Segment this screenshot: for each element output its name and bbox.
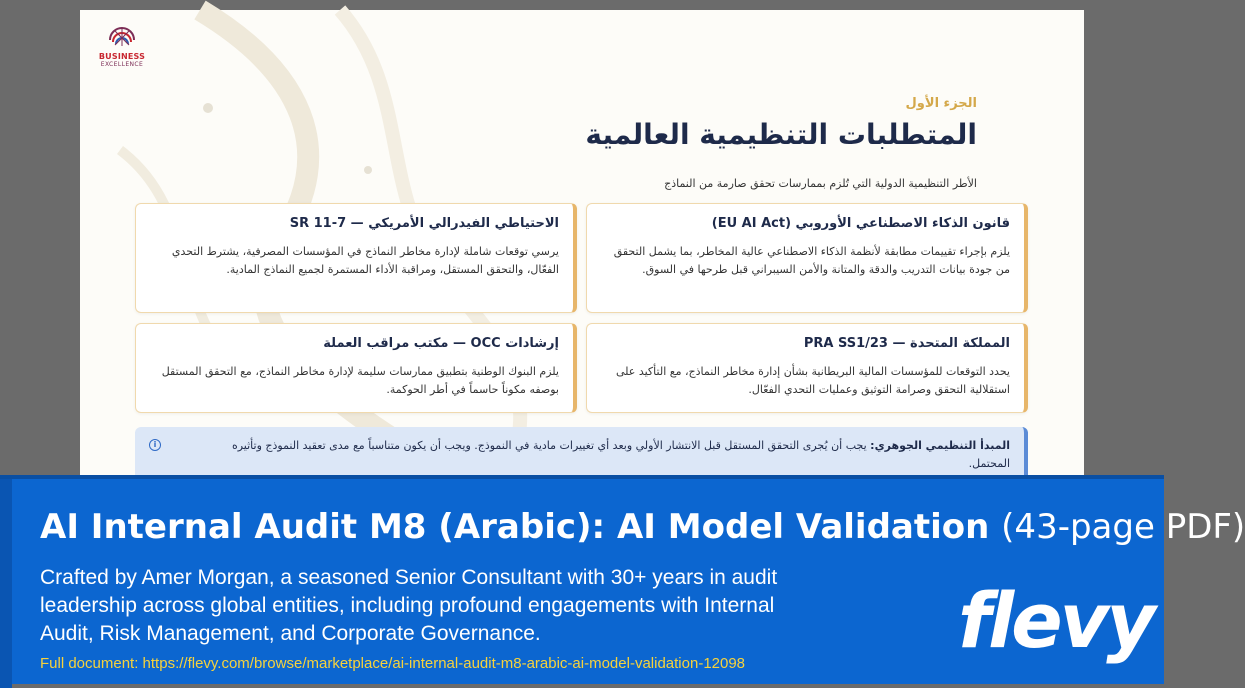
regulation-card-occ	[135, 323, 577, 413]
logo-line2: EXCELLENCE	[100, 61, 144, 68]
flevy-logo: flevy	[958, 576, 1153, 665]
globe-icon	[107, 26, 137, 52]
business-excellence-logo	[94, 26, 150, 68]
card-title: قانون الذكاء الاصطناعي الأوروبي (EU AI Act)	[711, 216, 1010, 231]
principle-label: المبدأ التنظيمي الجوهري:	[870, 439, 1010, 452]
principle-text: يجب أن يُجرى التحقق المستقل قبل الانتشار الأولي وبعد أي تغييرات مادية في النموذج. ويجب أن يكون متناسباً مع مدى تعقيد النموذج وتأثيره المحتمل.	[231, 439, 1010, 470]
document-title	[40, 507, 1245, 547]
info-icon: i	[149, 439, 161, 451]
card-body: يرسي توقعات شاملة لإدارة مخاطر النماذج في المؤسسات المصرفية، يشترط التحدي الفعّال، والتحقق المستقل، ومراقبة الأداء المستمرة لجميع النماذج المادية.	[171, 245, 559, 276]
logo-line1: BUSINESS	[98, 52, 146, 61]
promo-banner	[0, 475, 1245, 684]
banner-edge-stripe	[0, 479, 12, 688]
card-body: يلزم بإجراء تقييمات مطابقة لأنظمة الذكاء الاصطناعي عالية المخاطر، بما يشمل التحقق من جودة بيانات التدريب والدقة والمتانة والأمن السيبراني قبل طرحها في السوق.	[613, 245, 1010, 276]
document-description: Crafted by Amer Morgan, a seasoned Senior Consultant with 30+ years in audit leadership across global entities, including profound engagements with Internal Audit, Risk Management, and Corporate Governance.	[40, 566, 778, 645]
card-body: يحدد التوقعات للمؤسسات المالية البريطانية بشأن إدارة مخاطر النماذج، مع التأكيد على استقلالية التحقق وصرامة التوثيق وعمليات التحدي الفعّال.	[615, 365, 1010, 396]
page-subtitle: الأطر التنظيمية الدولية التي تُلزم بممارسات تحقق صارمة من النماذج	[664, 177, 977, 190]
document-title-text: AI Internal Audit M8 (Arabic): AI Model Validation	[40, 507, 990, 547]
card-title: المملكة المتحدة — PRA SS1/23	[803, 336, 1010, 351]
card-title: الاحتياطي الفيدرالي الأمريكي — SR 11-7	[289, 216, 559, 231]
document-link[interactable]: Full document: https://flevy.com/browse/marketplace/ai-internal-audit-m8-arabic-ai-model-validation-12098	[40, 655, 746, 672]
page-title: المتطلبات التنظيمية العالمية	[585, 118, 977, 151]
regulation-card-eu-ai-act	[586, 203, 1028, 313]
part-label: الجزء الأول	[905, 96, 977, 111]
regulation-card-sr-11-7	[135, 203, 577, 313]
page-count: (43-page PDF)	[1001, 507, 1245, 547]
regulation-card-pra-ss1-23	[586, 323, 1028, 413]
document-slide	[80, 10, 1084, 480]
card-body: يلزم البنوك الوطنية بتطبيق ممارسات سليمة لإدارة مخاطر النماذج، مع التحقق المستقل بوصفه مكوناً حاسماً في أطر الحوكمة.	[161, 365, 559, 396]
card-title: إرشادات OCC — مكتب مراقب العملة	[323, 336, 559, 351]
